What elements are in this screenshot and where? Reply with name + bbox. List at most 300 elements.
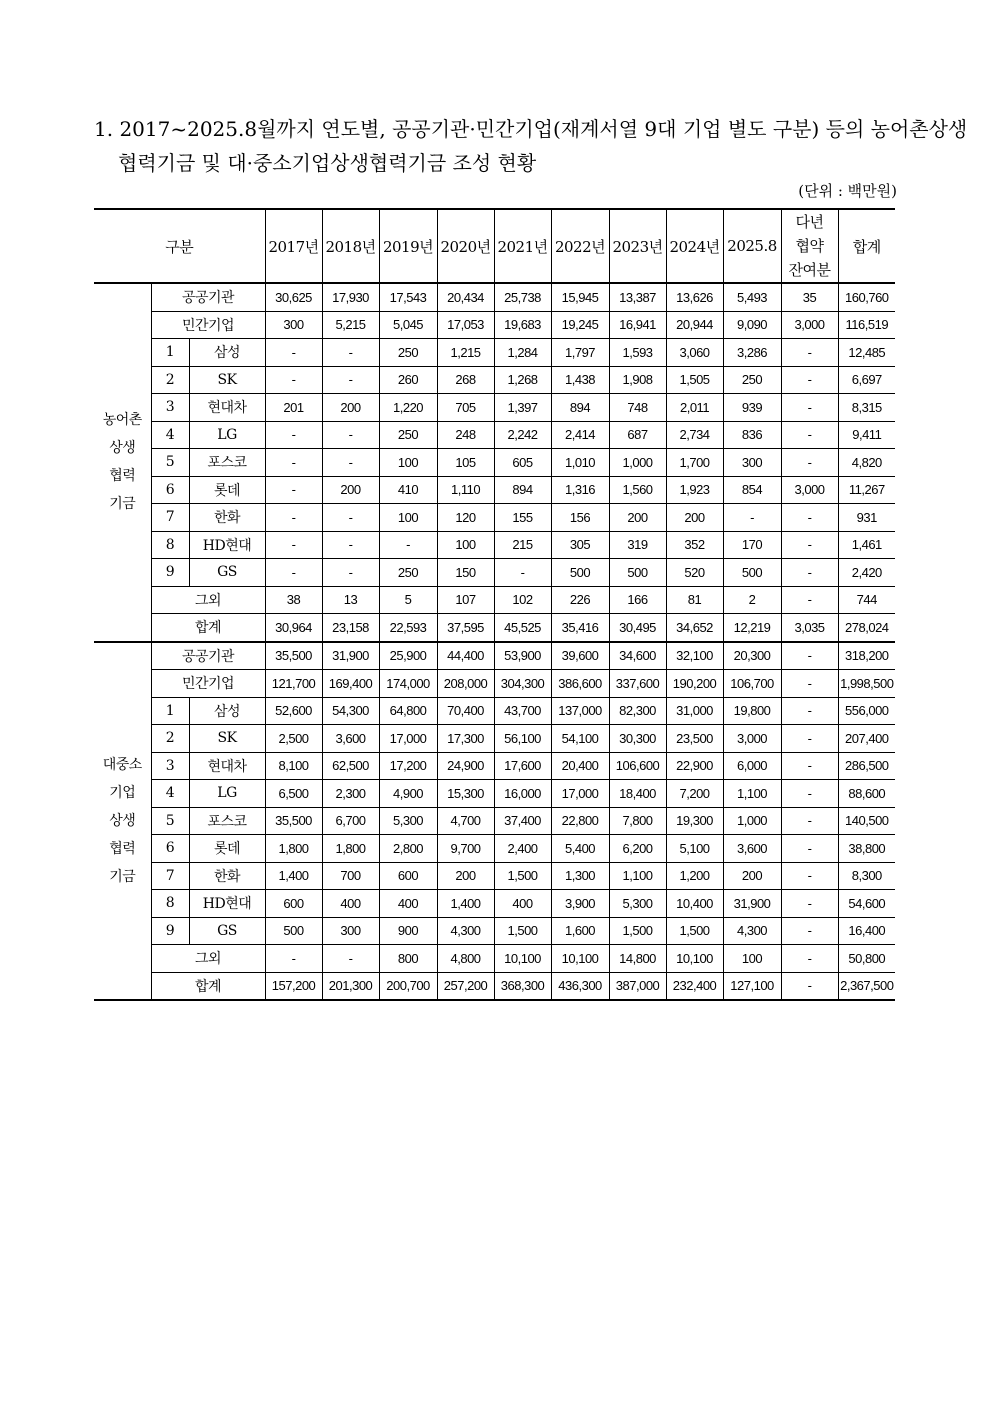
cell-value: 64,800 xyxy=(379,697,437,725)
cell-value: 17,300 xyxy=(437,725,494,753)
cell-value: 13,626 xyxy=(666,283,723,311)
cell-value: 52,600 xyxy=(265,697,322,725)
row-number: 2 xyxy=(151,366,189,394)
cell-value: 226 xyxy=(551,586,609,614)
cell-value: 705 xyxy=(437,394,494,422)
cell-value: 3,035 xyxy=(781,614,838,642)
cell-value: 500 xyxy=(723,559,781,587)
cell-value: - xyxy=(781,531,838,559)
cell-value: 2,734 xyxy=(666,421,723,449)
cell-value: 207,400 xyxy=(838,725,895,753)
cell-value: 400 xyxy=(494,890,551,918)
cell-value: 16,000 xyxy=(494,780,551,808)
cell-value: 100 xyxy=(379,504,437,532)
row-number: 8 xyxy=(151,890,189,918)
cell-value: - xyxy=(781,339,838,367)
cell-value: 260 xyxy=(379,366,437,394)
row-label: SK xyxy=(189,366,265,394)
row-number: 1 xyxy=(151,697,189,725)
cell-value: 54,100 xyxy=(551,725,609,753)
row-number: 2 xyxy=(151,725,189,753)
cell-value: - xyxy=(265,339,322,367)
cell-value: 38,800 xyxy=(838,835,895,863)
cell-value: 24,900 xyxy=(437,752,494,780)
fund-table xyxy=(94,208,895,1001)
cell-value: 100 xyxy=(379,449,437,477)
cell-value: 700 xyxy=(322,862,379,890)
cell-value: 200,700 xyxy=(379,972,437,1000)
cell-value: 106,700 xyxy=(723,670,781,698)
cell-value: 201,300 xyxy=(322,972,379,1000)
cell-value: 157,200 xyxy=(265,972,322,1000)
cell-value: 1,593 xyxy=(609,339,666,367)
title-line-2: 협력기금 및 대·중소기업상생협력기금 조성 현황 xyxy=(118,151,537,175)
cell-value: 520 xyxy=(666,559,723,587)
cell-value: 500 xyxy=(265,917,322,945)
cell-value: 12,485 xyxy=(838,339,895,367)
cell-value: 1,100 xyxy=(609,862,666,890)
cell-value: 1,284 xyxy=(494,339,551,367)
cell-value: 4,300 xyxy=(723,917,781,945)
cell-value: 1,500 xyxy=(494,917,551,945)
cell-value: 32,100 xyxy=(666,642,723,670)
cell-value: 10,100 xyxy=(666,945,723,973)
cell-value: 8,315 xyxy=(838,394,895,422)
cell-value: 35 xyxy=(781,283,838,311)
table-row xyxy=(94,945,895,973)
cell-value: 19,245 xyxy=(551,311,609,339)
cell-value: 250 xyxy=(379,559,437,587)
row-number: 5 xyxy=(151,807,189,835)
table-row xyxy=(94,531,895,559)
cell-value: 25,900 xyxy=(379,642,437,670)
cell-value: 19,300 xyxy=(666,807,723,835)
cell-value: 43,700 xyxy=(494,697,551,725)
cell-value: 2,420 xyxy=(838,559,895,587)
row-label: 현대차 xyxy=(189,752,265,780)
cell-value: 37,595 xyxy=(437,614,494,642)
row-label: 그외 xyxy=(151,945,265,973)
cell-value: 17,600 xyxy=(494,752,551,780)
cell-value: 19,683 xyxy=(494,311,551,339)
cell-value: - xyxy=(781,366,838,394)
table-row xyxy=(94,614,895,642)
cell-value: 300 xyxy=(322,917,379,945)
cell-value: - xyxy=(265,504,322,532)
row-label: 삼성 xyxy=(189,339,265,367)
cell-value: 400 xyxy=(379,890,437,918)
row-label: LG xyxy=(189,780,265,808)
cell-value: 268 xyxy=(437,366,494,394)
cell-value: 45,525 xyxy=(494,614,551,642)
cell-value: 107 xyxy=(437,586,494,614)
cell-value: 9,700 xyxy=(437,835,494,863)
section-label: 농어촌 상생 협력 기금 xyxy=(94,283,151,642)
cell-value: - xyxy=(781,725,838,753)
row-label: LG xyxy=(189,421,265,449)
document-title xyxy=(94,112,968,180)
cell-value: - xyxy=(781,752,838,780)
cell-value: 105 xyxy=(437,449,494,477)
cell-value: 352 xyxy=(666,531,723,559)
row-label: 한화 xyxy=(189,504,265,532)
cell-value: 16,941 xyxy=(609,311,666,339)
cell-value: 2,400 xyxy=(494,835,551,863)
cell-value: 6,200 xyxy=(609,835,666,863)
cell-value: - xyxy=(781,559,838,587)
cell-value: 4,900 xyxy=(379,780,437,808)
cell-value: - xyxy=(781,670,838,698)
cell-value: - xyxy=(781,504,838,532)
cell-value: 174,000 xyxy=(379,670,437,698)
cell-value: 20,434 xyxy=(437,283,494,311)
table-row xyxy=(94,476,895,504)
row-number: 9 xyxy=(151,917,189,945)
cell-value: 304,300 xyxy=(494,670,551,698)
cell-value: 35,500 xyxy=(265,642,322,670)
table-row xyxy=(94,311,895,339)
cell-value: 22,800 xyxy=(551,807,609,835)
cell-value: 10,100 xyxy=(551,945,609,973)
cell-value: 88,600 xyxy=(838,780,895,808)
row-number: 6 xyxy=(151,476,189,504)
header-category: 구분 xyxy=(94,209,265,283)
cell-value: - xyxy=(781,890,838,918)
cell-value: - xyxy=(322,945,379,973)
cell-value: 1,923 xyxy=(666,476,723,504)
cell-value: 387,000 xyxy=(609,972,666,1000)
cell-value: 30,495 xyxy=(609,614,666,642)
cell-value: 31,000 xyxy=(666,697,723,725)
cell-value: 1,010 xyxy=(551,449,609,477)
header-year: 2019년 xyxy=(379,209,437,283)
cell-value: 1,800 xyxy=(322,835,379,863)
cell-value: 6,700 xyxy=(322,807,379,835)
cell-value: 53,900 xyxy=(494,642,551,670)
cell-value: 2,367,500 xyxy=(838,972,895,1000)
cell-value: 6,000 xyxy=(723,752,781,780)
cell-value: - xyxy=(322,449,379,477)
table-row xyxy=(94,642,895,670)
cell-value: 215 xyxy=(494,531,551,559)
cell-value: 13 xyxy=(322,586,379,614)
section-label: 대중소 기업 상생 협력 기금 xyxy=(94,642,151,1001)
cell-value: - xyxy=(265,945,322,973)
cell-value: 305 xyxy=(551,531,609,559)
cell-value: 54,300 xyxy=(322,697,379,725)
cell-value: - xyxy=(322,421,379,449)
cell-value: 1,316 xyxy=(551,476,609,504)
row-number: 1 xyxy=(151,339,189,367)
cell-value: 62,500 xyxy=(322,752,379,780)
header-year: 2021년 xyxy=(494,209,551,283)
cell-value: 1,998,500 xyxy=(838,670,895,698)
cell-value: 232,400 xyxy=(666,972,723,1000)
cell-value: 4,820 xyxy=(838,449,895,477)
header-year: 2023년 xyxy=(609,209,666,283)
cell-value: 160,760 xyxy=(838,283,895,311)
cell-value: 1,505 xyxy=(666,366,723,394)
row-number: 3 xyxy=(151,752,189,780)
row-label: 합계 xyxy=(151,972,265,1000)
cell-value: 250 xyxy=(723,366,781,394)
row-number: 4 xyxy=(151,780,189,808)
row-label: 그외 xyxy=(151,586,265,614)
cell-value: - xyxy=(781,421,838,449)
table-row xyxy=(94,835,895,863)
header-year: 2024년 xyxy=(666,209,723,283)
table-row xyxy=(94,697,895,725)
cell-value: 300 xyxy=(265,311,322,339)
cell-value: 3,000 xyxy=(723,725,781,753)
cell-value: 2,414 xyxy=(551,421,609,449)
cell-value: - xyxy=(781,780,838,808)
cell-value: - xyxy=(265,531,322,559)
cell-value: 120 xyxy=(437,504,494,532)
cell-value: 17,930 xyxy=(322,283,379,311)
cell-value: 250 xyxy=(379,421,437,449)
cell-value: 31,900 xyxy=(322,642,379,670)
cell-value: 300 xyxy=(723,449,781,477)
cell-value: 25,738 xyxy=(494,283,551,311)
table-row xyxy=(94,449,895,477)
cell-value: 1,908 xyxy=(609,366,666,394)
row-number: 8 xyxy=(151,531,189,559)
row-number: 7 xyxy=(151,504,189,532)
table-row xyxy=(94,366,895,394)
cell-value: 250 xyxy=(379,339,437,367)
cell-value: 556,000 xyxy=(838,697,895,725)
cell-value: 900 xyxy=(379,917,437,945)
row-label: GS xyxy=(189,559,265,587)
cell-value: 18,400 xyxy=(609,780,666,808)
cell-value: 600 xyxy=(379,862,437,890)
row-label: HD현대 xyxy=(189,531,265,559)
table-header-row xyxy=(94,209,895,283)
cell-value: 100 xyxy=(723,945,781,973)
table-row xyxy=(94,283,895,311)
cell-value: 436,300 xyxy=(551,972,609,1000)
cell-value: 319 xyxy=(609,531,666,559)
row-label: 롯데 xyxy=(189,476,265,504)
cell-value: 337,600 xyxy=(609,670,666,698)
cell-value: 3,060 xyxy=(666,339,723,367)
cell-value: 102 xyxy=(494,586,551,614)
cell-value: 8,100 xyxy=(265,752,322,780)
cell-value: 10,100 xyxy=(494,945,551,973)
cell-value: 854 xyxy=(723,476,781,504)
cell-value: - xyxy=(781,835,838,863)
cell-value: 410 xyxy=(379,476,437,504)
cell-value: - xyxy=(265,449,322,477)
table-row xyxy=(94,807,895,835)
cell-value: 35,416 xyxy=(551,614,609,642)
cell-value: 15,300 xyxy=(437,780,494,808)
cell-value: 22,593 xyxy=(379,614,437,642)
cell-value: 1,200 xyxy=(666,862,723,890)
cell-value: 155 xyxy=(494,504,551,532)
cell-value: - xyxy=(265,421,322,449)
cell-value: - xyxy=(781,972,838,1000)
row-number: 7 xyxy=(151,862,189,890)
row-label: GS xyxy=(189,917,265,945)
cell-value: - xyxy=(265,476,322,504)
cell-value: 37,400 xyxy=(494,807,551,835)
cell-value: - xyxy=(781,642,838,670)
cell-value: 82,300 xyxy=(609,697,666,725)
row-label: 포스코 xyxy=(189,807,265,835)
cell-value: 248 xyxy=(437,421,494,449)
header-year: 2025.8 xyxy=(723,209,781,283)
cell-value: 1,700 xyxy=(666,449,723,477)
cell-value: 17,200 xyxy=(379,752,437,780)
cell-value: 3,286 xyxy=(723,339,781,367)
cell-value: - xyxy=(265,559,322,587)
cell-value: - xyxy=(781,917,838,945)
cell-value: 13,387 xyxy=(609,283,666,311)
unit-note: (단위 : 백만원) xyxy=(798,182,897,200)
row-label: 한화 xyxy=(189,862,265,890)
cell-value: 31,900 xyxy=(723,890,781,918)
cell-value: 17,000 xyxy=(551,780,609,808)
row-label: 공공기관 xyxy=(151,642,265,670)
cell-value: 2,300 xyxy=(322,780,379,808)
cell-value: 208,000 xyxy=(437,670,494,698)
cell-value: - xyxy=(781,449,838,477)
cell-value: 6,697 xyxy=(838,366,895,394)
cell-value: 6,500 xyxy=(265,780,322,808)
cell-value: 278,024 xyxy=(838,614,895,642)
cell-value: 137,000 xyxy=(551,697,609,725)
cell-value: 836 xyxy=(723,421,781,449)
cell-value: 70,400 xyxy=(437,697,494,725)
cell-value: 894 xyxy=(494,476,551,504)
cell-value: 100 xyxy=(437,531,494,559)
cell-value: 5,300 xyxy=(609,890,666,918)
cell-value: 1,800 xyxy=(265,835,322,863)
cell-value: 166 xyxy=(609,586,666,614)
cell-value: 121,700 xyxy=(265,670,322,698)
cell-value: - xyxy=(322,366,379,394)
cell-value: 286,500 xyxy=(838,752,895,780)
cell-value: 5,400 xyxy=(551,835,609,863)
cell-value: 939 xyxy=(723,394,781,422)
row-label: HD현대 xyxy=(189,890,265,918)
cell-value: 116,519 xyxy=(838,311,895,339)
table-row xyxy=(94,972,895,1000)
title-line-1: 1. 2017~2025.8월까지 연도별, 공공기관·민간기업(재계서열 9대 기업 별도 구분) 등의 농어촌상생 xyxy=(94,117,968,141)
cell-value: 1,500 xyxy=(666,917,723,945)
cell-value: 127,100 xyxy=(723,972,781,1000)
cell-value: - xyxy=(494,559,551,587)
row-label: 공공기관 xyxy=(151,283,265,311)
cell-value: 9,090 xyxy=(723,311,781,339)
cell-value: 600 xyxy=(265,890,322,918)
cell-value: - xyxy=(781,586,838,614)
cell-value: 1,500 xyxy=(609,917,666,945)
cell-value: - xyxy=(322,559,379,587)
cell-value: 4,300 xyxy=(437,917,494,945)
table-row xyxy=(94,917,895,945)
cell-value: 17,000 xyxy=(379,725,437,753)
cell-value: 15,945 xyxy=(551,283,609,311)
header-year: 2020년 xyxy=(437,209,494,283)
cell-value: 1,300 xyxy=(551,862,609,890)
header-year: 2017년 xyxy=(265,209,322,283)
row-label: 포스코 xyxy=(189,449,265,477)
cell-value: 20,944 xyxy=(666,311,723,339)
cell-value: 5 xyxy=(379,586,437,614)
cell-value: 17,543 xyxy=(379,283,437,311)
cell-value: - xyxy=(781,807,838,835)
cell-value: 200 xyxy=(322,476,379,504)
cell-value: 318,200 xyxy=(838,642,895,670)
cell-value: 81 xyxy=(666,586,723,614)
cell-value: 16,400 xyxy=(838,917,895,945)
header-year: 2018년 xyxy=(322,209,379,283)
cell-value: 156 xyxy=(551,504,609,532)
row-number: 3 xyxy=(151,394,189,422)
table-row xyxy=(94,394,895,422)
cell-value: 5,493 xyxy=(723,283,781,311)
cell-value: 54,600 xyxy=(838,890,895,918)
cell-value: - xyxy=(322,531,379,559)
cell-value: 1,000 xyxy=(609,449,666,477)
row-label: 롯데 xyxy=(189,835,265,863)
cell-value: 150 xyxy=(437,559,494,587)
cell-value: 200 xyxy=(437,862,494,890)
table-row xyxy=(94,586,895,614)
row-label: 민간기업 xyxy=(151,670,265,698)
header-year: 2022년 xyxy=(551,209,609,283)
cell-value: 35,500 xyxy=(265,807,322,835)
cell-value: 687 xyxy=(609,421,666,449)
cell-value: 3,000 xyxy=(781,311,838,339)
cell-value: 200 xyxy=(666,504,723,532)
cell-value: 2,800 xyxy=(379,835,437,863)
cell-value: 23,500 xyxy=(666,725,723,753)
cell-value: - xyxy=(723,504,781,532)
cell-value: 8,300 xyxy=(838,862,895,890)
cell-value: 605 xyxy=(494,449,551,477)
cell-value: - xyxy=(379,531,437,559)
cell-value: 800 xyxy=(379,945,437,973)
cell-value: 1,560 xyxy=(609,476,666,504)
cell-value: 200 xyxy=(609,504,666,532)
cell-value: 190,200 xyxy=(666,670,723,698)
row-label: 삼성 xyxy=(189,697,265,725)
cell-value: 56,100 xyxy=(494,725,551,753)
cell-value: 1,397 xyxy=(494,394,551,422)
cell-value: 5,100 xyxy=(666,835,723,863)
cell-value: 5,045 xyxy=(379,311,437,339)
cell-value: 4,700 xyxy=(437,807,494,835)
cell-value: 30,625 xyxy=(265,283,322,311)
cell-value: 1,220 xyxy=(379,394,437,422)
cell-value: - xyxy=(781,862,838,890)
cell-value: 22,900 xyxy=(666,752,723,780)
cell-value: 2,500 xyxy=(265,725,322,753)
cell-value: 1,461 xyxy=(838,531,895,559)
cell-value: 200 xyxy=(723,862,781,890)
cell-value: 386,600 xyxy=(551,670,609,698)
cell-value: 1,797 xyxy=(551,339,609,367)
cell-value: 3,000 xyxy=(781,476,838,504)
cell-value: 44,400 xyxy=(437,642,494,670)
cell-value: 2 xyxy=(723,586,781,614)
cell-value: 11,267 xyxy=(838,476,895,504)
row-number: 5 xyxy=(151,449,189,477)
